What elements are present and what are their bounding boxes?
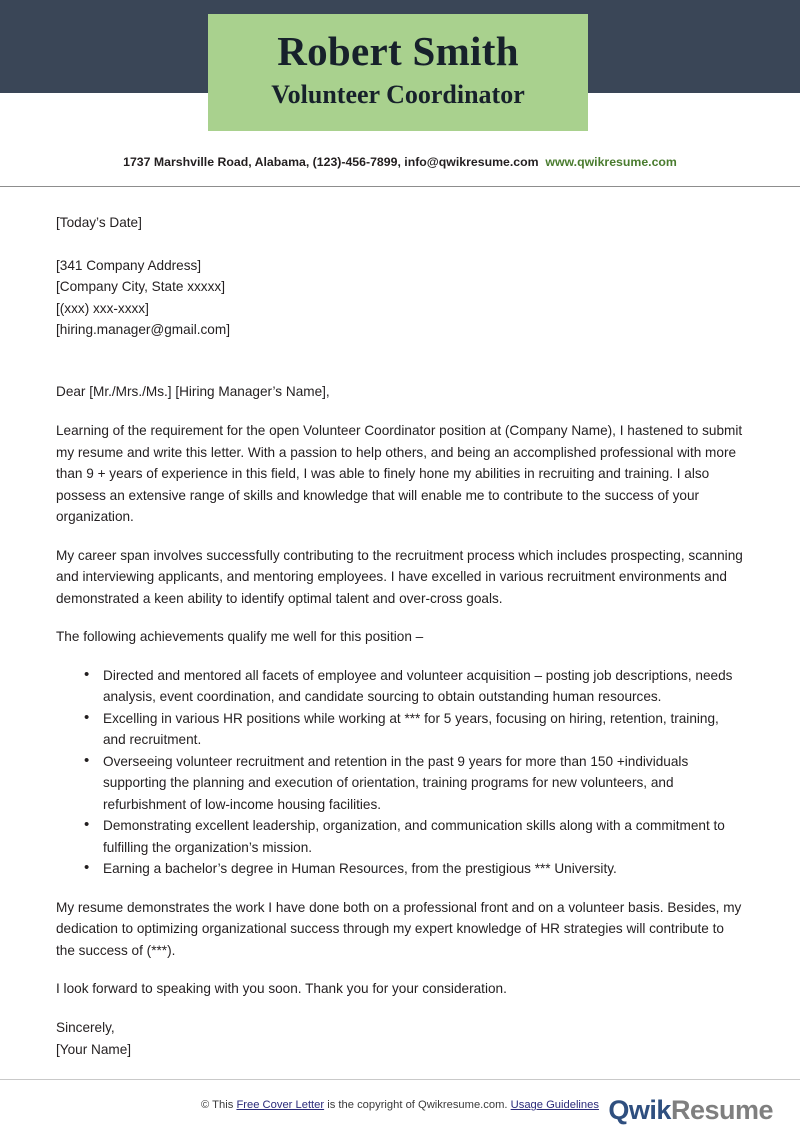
signature-name: [Your Name] [56,1041,132,1057]
recipient-address [56,255,744,341]
recipient-address-line: [Company City, State xxxxx] [56,279,225,294]
letter-body [56,212,744,1061]
resume-paragraph: My resume demonstrates the work I have done both on a professional front and on a volunteer basis. Besides, my dedication to optimizing organizational success through my expert knowledge of HR strategies will contribute to the success of (***). [56,899,742,958]
website-link[interactable]: www.qwikresume.com [545,155,677,169]
logo-resume-text: Resume [670,1095,773,1125]
recipient-address-line: [(xxx) xxx-xxxx] [56,300,149,316]
footer-middle: is the copyright of Qwikresume.com. [324,1099,511,1111]
footer [0,1095,800,1131]
date-line: [Today’s Date] [56,215,142,230]
signoff-block [56,1017,744,1061]
recipient-address-line: [341 Company Address] [56,257,202,273]
list-item: • Excelling in various HR positions while working at *** for 5 years, focusing on hiring, retention, training, and recruitment. [103,708,744,751]
header-divider [0,186,800,187]
list-item: • Earning a bachelor’s degree in Human Resources, from the prestigious *** University. [103,858,744,880]
list-item: • Demonstrating excellent leadership, organization, and communication skills along with a commitment to fulfilling the organization’s mission. [103,815,744,858]
qwikresume-logo [608,1095,773,1126]
applicant-name: Robert Smith [277,28,519,74]
applicant-role: Volunteer Coordinator [271,80,525,109]
closing-paragraph: I look forward to speaking with you soon. Thank you for your consideration. [56,981,507,996]
achievements-list [56,665,744,880]
footer-prefix: © This [201,1099,237,1111]
name-block [208,14,588,131]
achievements-lead-in: The following achievements qualify me well for this position – [56,629,424,644]
list-item: • Directed and mentored all facets of employee and volunteer acquisition – posting job descriptions, needs analysis, event coordination, and candidate sourcing to obtain outstanding human resources. [103,665,744,708]
career-paragraph: My career span involves successfully contributing to the recruitment process which includes prospecting, scanning and interviewing applicants, and mentoring employees. I have excelled in various recruitment environments and demonstrated a keen ability to identify optimal talent and over-cross goals. [56,547,743,606]
usage-guidelines-link[interactable]: Usage Guidelines [510,1099,599,1111]
list-item: • Overseeing volunteer recruitment and retention in the past 9 years for more than 150 +individuals supporting the planning and execution of orientation, training programs for new volunteers, and refurbishment of low-income housing facilities. [103,751,744,816]
contact-line [0,155,800,169]
contact-details: 1737 Marshville Road, Alabama, (123)-456-7899, info@qwikresume.com [123,155,539,169]
footer-divider [0,1079,800,1080]
signoff: Sincerely, [56,1019,115,1035]
intro-paragraph: Learning of the requirement for the open Volunteer Coordinator position at (Company Name), I hastened to submit my resume and write this letter. With a passion to help others, and being an accomplished professional with more than 9 + years of experience in this field, I was able to finely hone my abilities in recruiting and training. I also possess an extensive range of skills and knowledge that will enable me to contribute to the success of your organization. [56,423,743,524]
free-cover-letter-link[interactable]: Free Cover Letter [236,1099,325,1111]
recipient-address-line: [hiring.manager@gmail.com] [56,322,230,337]
logo-qwik-text: Qwik [608,1095,671,1125]
salutation: Dear [Mr./Mrs./Ms.] [Hiring Manager’s Name], [56,383,330,399]
